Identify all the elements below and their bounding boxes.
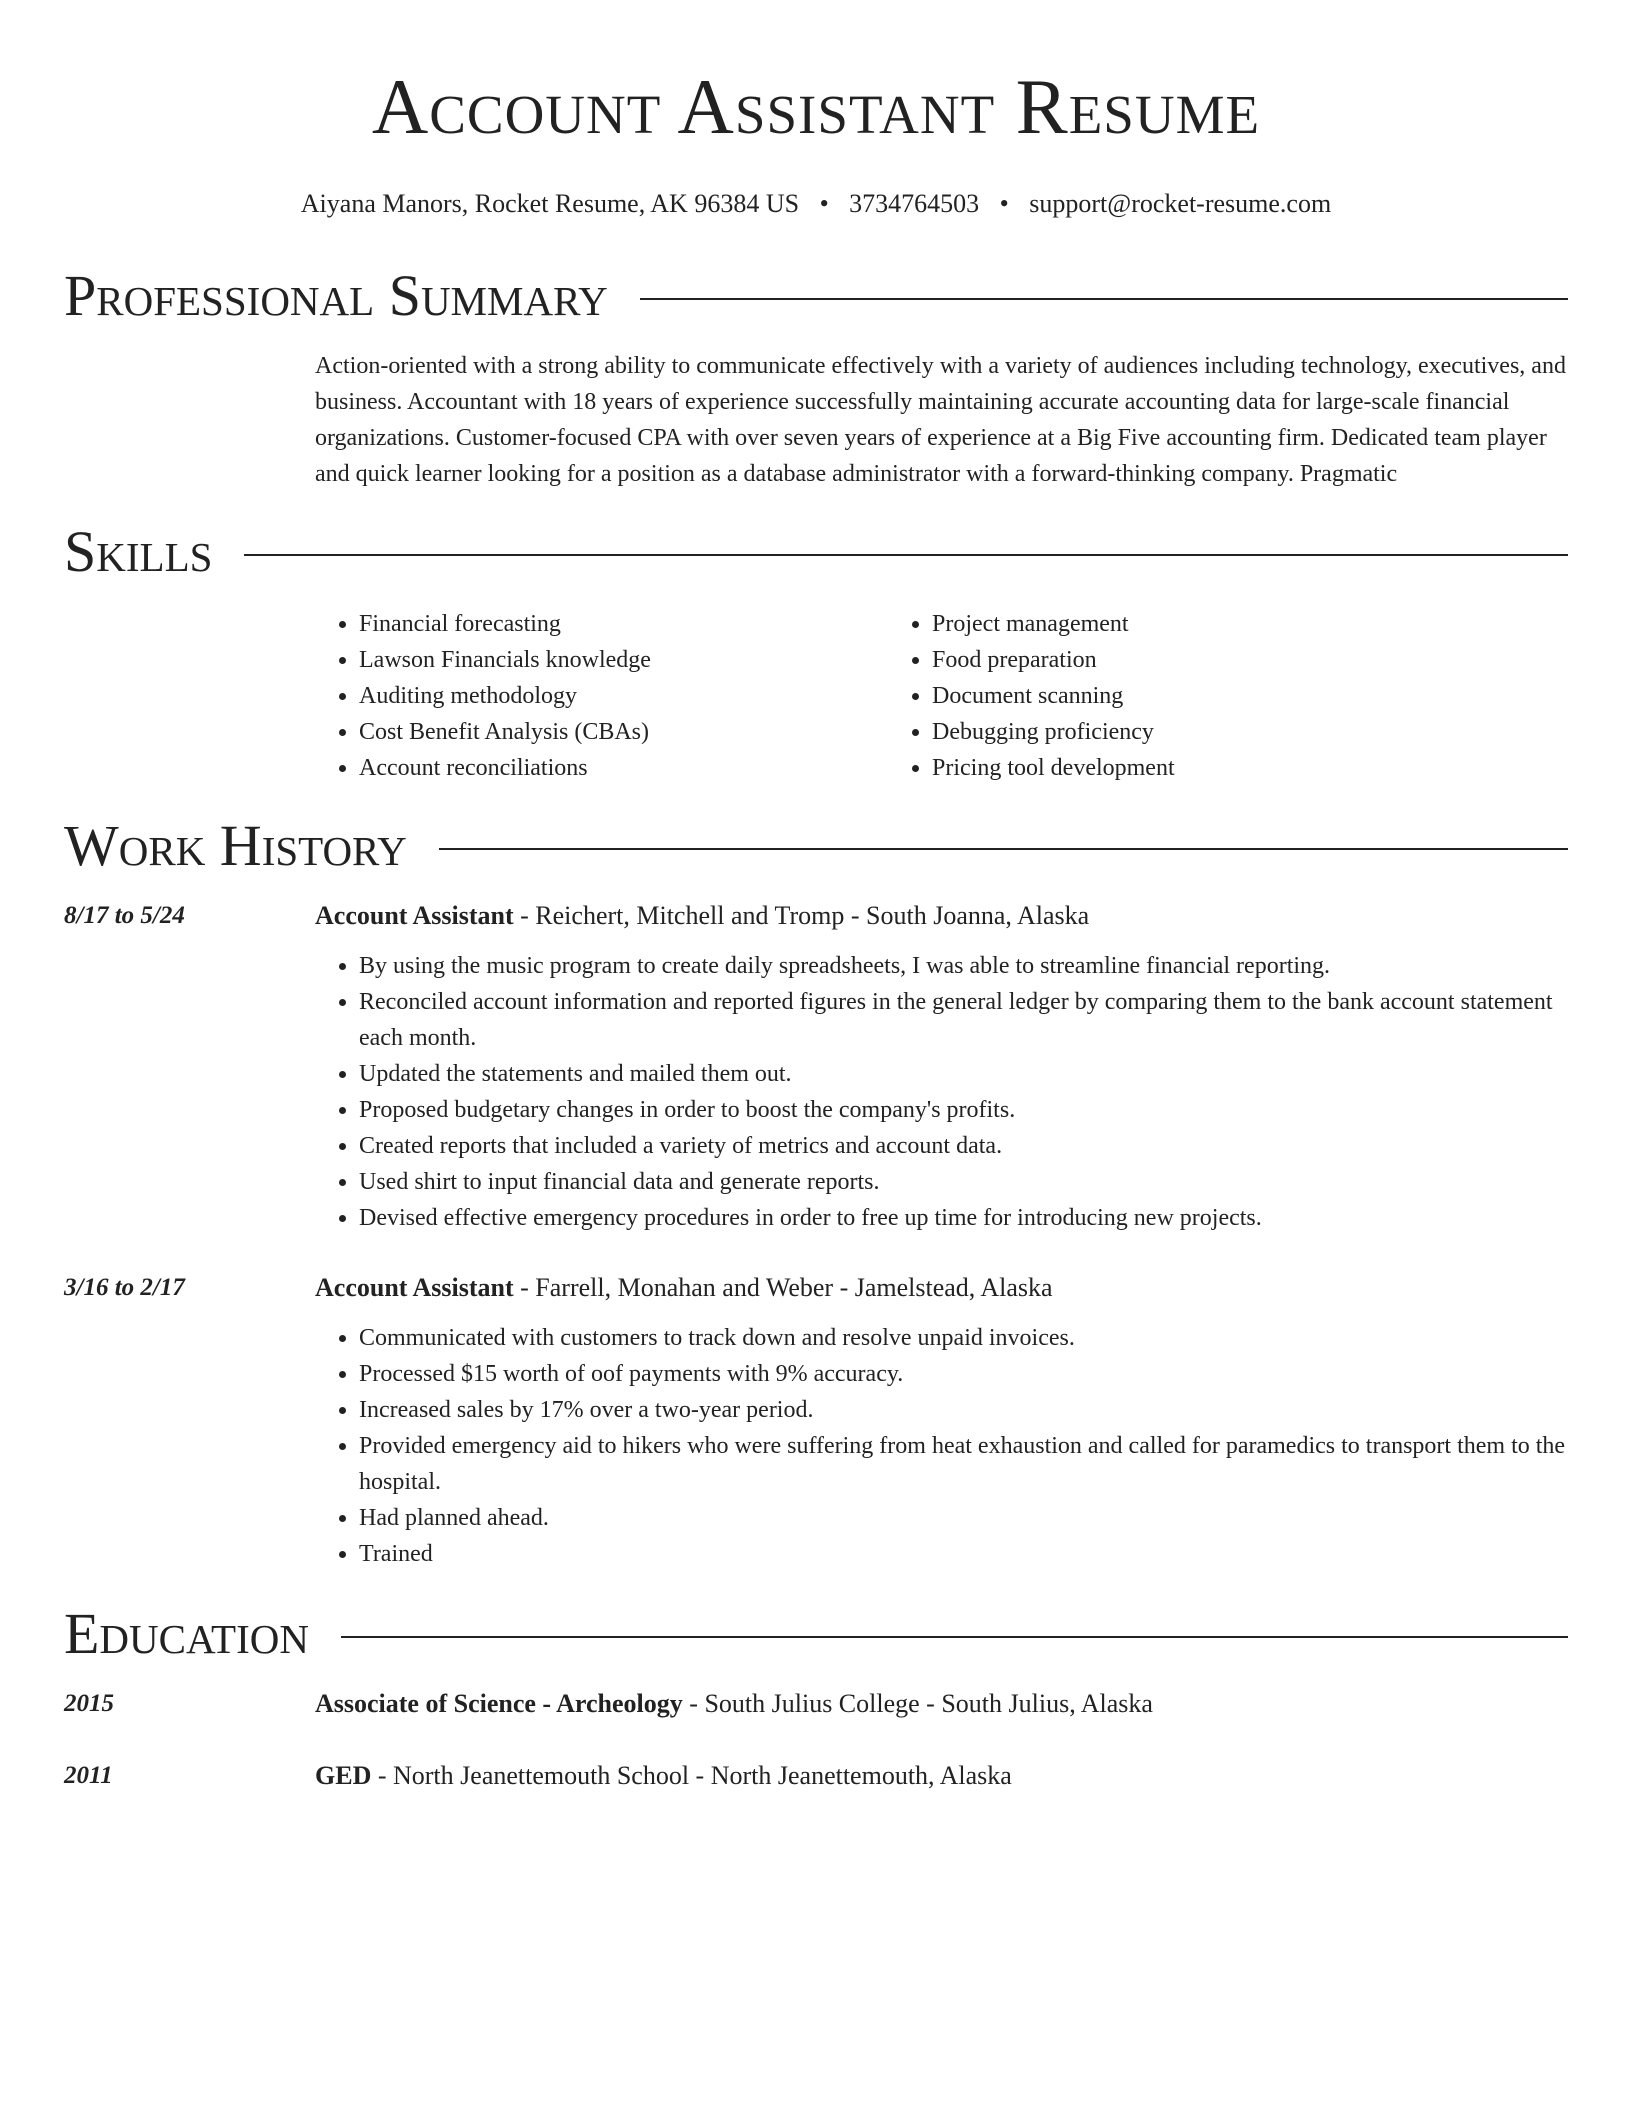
work-section-header [64,814,1568,878]
job-bullet: • Reconciled account information and reported figures in the general ledger by comparing them to the bank account statement each month. [359,984,1568,1056]
skill-item: • Auditing methodology [359,678,888,714]
education-degree: Associate of Science - Archeology [315,1689,683,1718]
job-heading [315,898,1568,934]
skills-grid [315,606,1568,786]
education-section-header [64,1602,1568,1666]
job-employer: - Reichert, Mitchell and Tromp - South Joanna, Alaska [513,901,1090,930]
job-bullet: • By using the music program to create daily spreadsheets, I was able to streamline financial reporting. [359,948,1568,984]
work-heading: Work History [64,813,407,878]
job-bullets [315,1320,1568,1572]
section-divider [341,1636,1568,1638]
job-content [315,898,1568,1236]
resume-title: Account Assistant Resume [371,63,1261,150]
section-divider [244,554,1568,556]
education-school: - South Julius College - South Julius, Alaska [682,1689,1153,1718]
job-dates: 3/16 to 2/17 [64,1274,185,1301]
job-bullet: • Provided emergency aid to hikers who were suffering from heat exhaustion and called for paramedics to transport them to the hospital. [359,1428,1568,1500]
contact-line [64,188,1568,220]
summary-text: Action-oriented with a strong ability to communicate effectively with a variety of audiences including technology, executives, and business. Accountant with 18 years of experience successfully maintaining accurate accounting data for large-scale financial organizations. Customer-focused CPA with over seven years of experience at a Big Five accounting firm. Dedicated team player and quick learner looking for a position as a database administrator with a forward-thinking company. Pragmatic [315,353,1566,487]
job-heading [315,1270,1568,1306]
job-entry [64,898,1568,1236]
job-title: Account Assistant [315,901,514,930]
skill-item: • Debugging proficiency [932,714,1461,750]
skill-item: • Account reconciliations [359,750,888,786]
education-heading: Education [64,1601,309,1666]
skills-heading: Skills [64,519,213,584]
job-title: Account Assistant [315,1273,514,1302]
section-divider [640,298,1568,300]
education-heading-line [315,1686,1568,1722]
resume-page [64,0,1568,1794]
job-employer: - Farrell, Monahan and Weber - Jamelstead, Alaska [513,1273,1053,1302]
education-entry [64,1758,1568,1794]
education-school: - North Jeanettemouth School - North Jeanettemouth, Alaska [371,1761,1012,1790]
contact-phone: 3734764503 [849,189,980,218]
skill-item: • Document scanning [932,678,1461,714]
education-content [315,1686,1568,1722]
job-bullet: • Used shirt to input financial data and generate reports. [359,1164,1568,1200]
job-dates: 8/17 to 5/24 [64,902,185,929]
job-bullet: • Processed $15 worth of oof payments with 9% accuracy. [359,1356,1568,1392]
job-bullet: • Proposed budgetary changes in order to boost the company's profits. [359,1092,1568,1128]
education-year: 2015 [64,1690,114,1717]
education-entry [64,1686,1568,1722]
job-content [315,1270,1568,1572]
contact-address: Aiyana Manors, Rocket Resume, AK 96384 US [300,189,800,218]
education-heading-line [315,1758,1568,1794]
job-bullet: • Increased sales by 17% over a two-year period. [359,1392,1568,1428]
contact-email: support@rocket-resume.com [1029,189,1332,218]
skill-item: • Food preparation [932,642,1461,678]
summary-heading: Professional Summary [64,263,608,328]
summary-section-header [64,264,1568,328]
job-bullet: • Updated the statements and mailed them out. [359,1056,1568,1092]
job-entry [64,1270,1568,1572]
job-bullets [315,948,1568,1236]
job-bullet: • Devised effective emergency procedures in order to free up time for introducing new projects. [359,1200,1568,1236]
skill-item: • Lawson Financials knowledge [359,642,888,678]
skills-section-header [64,520,1568,584]
education-degree: GED [315,1761,372,1790]
contact-separator: • [819,189,829,218]
job-bullet: • Communicated with customers to track down and resolve unpaid invoices. [359,1320,1568,1356]
skill-item: • Project management [932,606,1461,642]
job-bullet: • Created reports that included a variety of metrics and account data. [359,1128,1568,1164]
skills-list-left [315,606,888,786]
job-bullet: • Trained [359,1536,1568,1572]
skills-list-right [888,606,1461,786]
education-content [315,1758,1568,1794]
skill-item: • Pricing tool development [932,750,1461,786]
section-divider [439,848,1568,850]
skill-item: • Cost Benefit Analysis (CBAs) [359,714,888,750]
skill-item: • Financial forecasting [359,606,888,642]
contact-separator: • [999,189,1009,218]
job-bullet: • Had planned ahead. [359,1500,1568,1536]
education-year: 2011 [64,1762,113,1789]
